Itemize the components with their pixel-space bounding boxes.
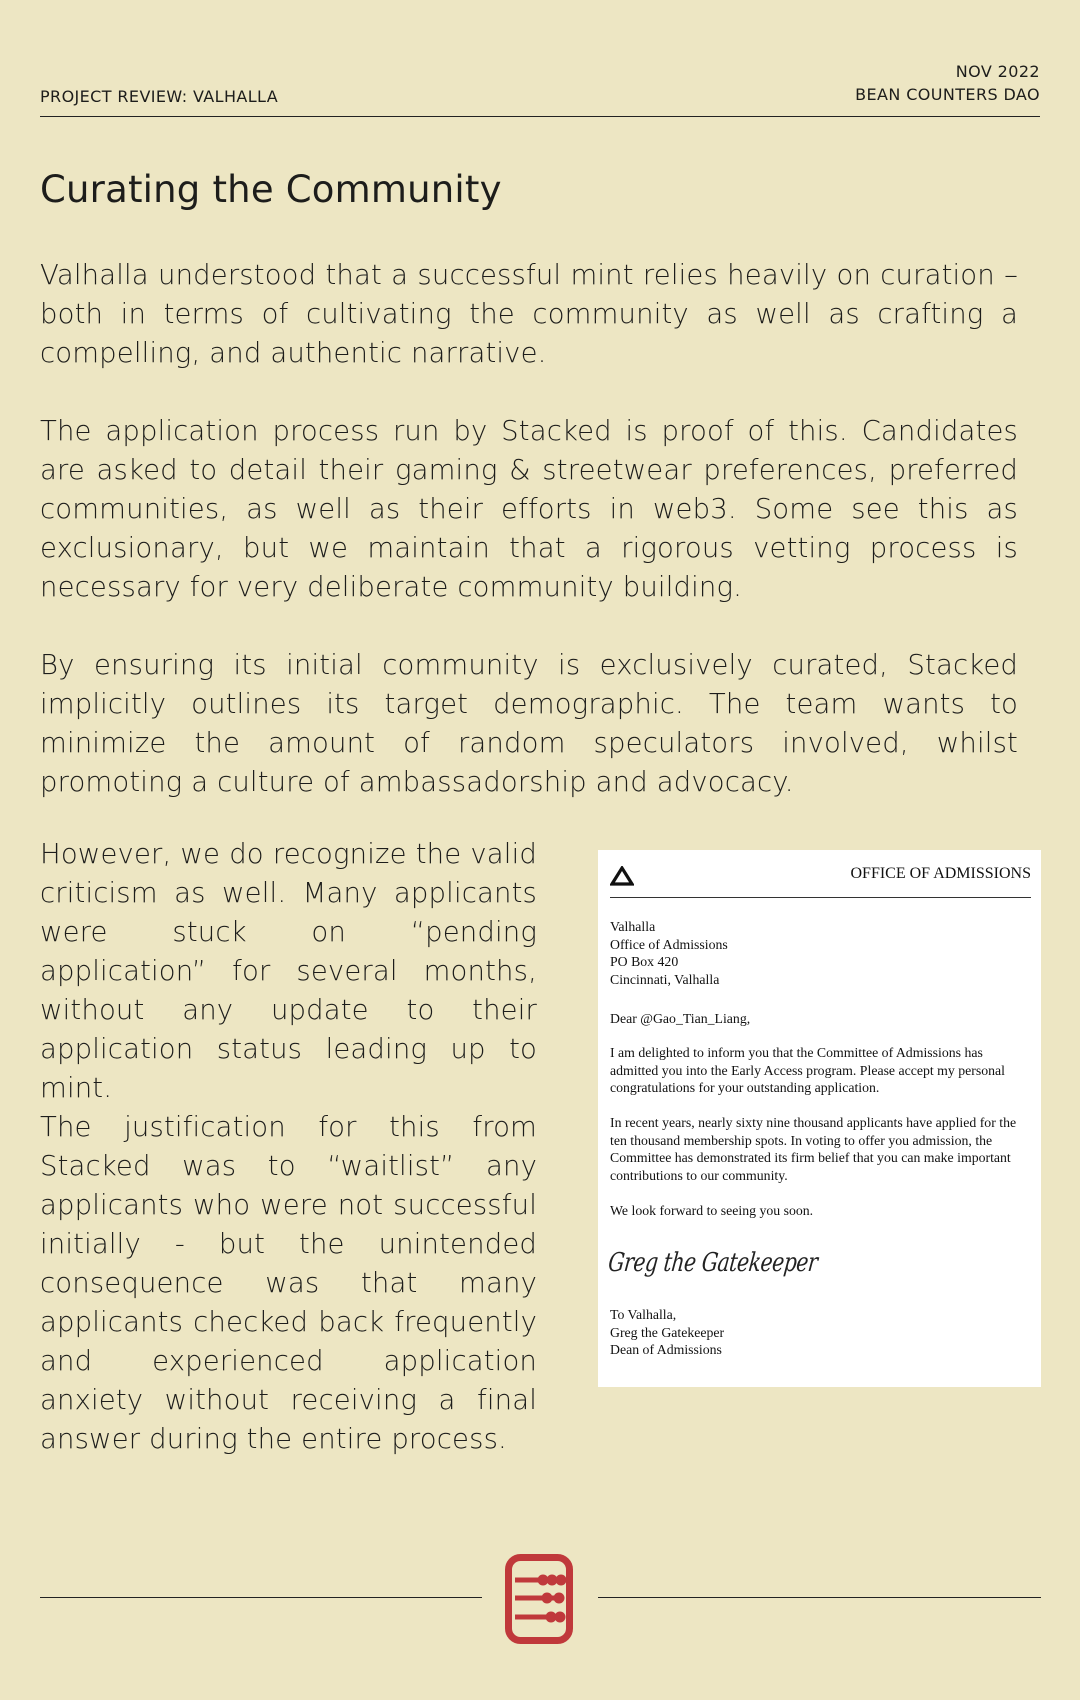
issue-date: NOV 2022: [955, 62, 1040, 81]
page-header: [40, 60, 1040, 117]
header-meta: [855, 60, 1040, 106]
project-label: PROJECT REVIEW: VALHALLA: [40, 87, 279, 106]
abacus-logo-icon: [505, 1554, 573, 1644]
admission-letter-image: [598, 850, 1041, 1387]
address-line: Cincinnati, Valhalla: [610, 971, 720, 987]
paragraph-criticism: However, we do recognize the valid criticism as well. Many applicants were stuck on “pending application” for several months, without any update to their application status leading up to mint.: [40, 838, 537, 1104]
letter-body-statistics: In recent years, nearly sixty nine thousand applicants have applied for the ten thousand membership spots. In voting to offer you admission, the Committee has demonstrated its firm belief that you can make important contributions to our community.: [610, 1115, 1017, 1183]
signoff-line: To Valhalla,: [610, 1307, 677, 1322]
letter-body-admission: I am delighted to inform you that the Committee of Admissions has admitted you into the Early Access program. Please accept my personal congratulations for your outstanding application.: [610, 1045, 1006, 1095]
letter-header: [610, 862, 1031, 898]
footer-divider-right: [598, 1597, 1041, 1598]
handwritten-signature: Greg the Gatekeeper: [606, 1248, 819, 1278]
address-line: Valhalla: [610, 919, 656, 934]
signoff-line: Greg the Gatekeeper: [610, 1324, 725, 1340]
letter-address: [610, 918, 1031, 988]
paragraph-application-process: The application process run by Stacked is proof of this. Candidates are asked to detail their gaming & streetwear preferences, preferred communities, as well as their efforts in web3. Some see this as exclusionary, but we maintain that a rigorous vetting process is necessary for very deliberate community building.: [40, 415, 1018, 603]
triangle-logo-icon: [610, 866, 634, 891]
signoff-line: Dean of Admissions: [610, 1342, 722, 1357]
paragraph-curation: Valhalla understood that a successful mint relies heavily on curation – both in terms of cultivating the community as well as crafting a compelling, and authentic narrative.: [40, 259, 1018, 369]
letter-greeting: Dear @Gao_Tian_Liang,: [610, 1011, 751, 1026]
letter-office-title: OFFICE OF ADMISSIONS: [850, 865, 1031, 882]
letter-signoff: [610, 1306, 1031, 1359]
page-title: Curating the Community: [40, 168, 502, 211]
letter-body-closing: We look forward to seeing you soon.: [610, 1203, 814, 1218]
organization-name: BEAN COUNTERS DAO: [855, 85, 1040, 104]
address-line: Office of Admissions: [610, 936, 728, 952]
footer-divider-left: [40, 1597, 482, 1598]
paragraph-target-demographic: By ensuring its initial community is exclusively curated, Stacked implicitly outlines its target demographic. The team wants to minimize the amount of random speculators involved, whilst promoting a culture of ambassadorship and advocacy.: [40, 649, 1018, 798]
paragraph-justification: The justification for this from Stacked was to “waitlist” any applicants who were not successful initially - but the unintended consequence was that many applicants checked back frequently and experienced application anxiety without receiving a final answer during the entire process.: [40, 1111, 537, 1455]
address-line: PO Box 420: [610, 954, 679, 969]
